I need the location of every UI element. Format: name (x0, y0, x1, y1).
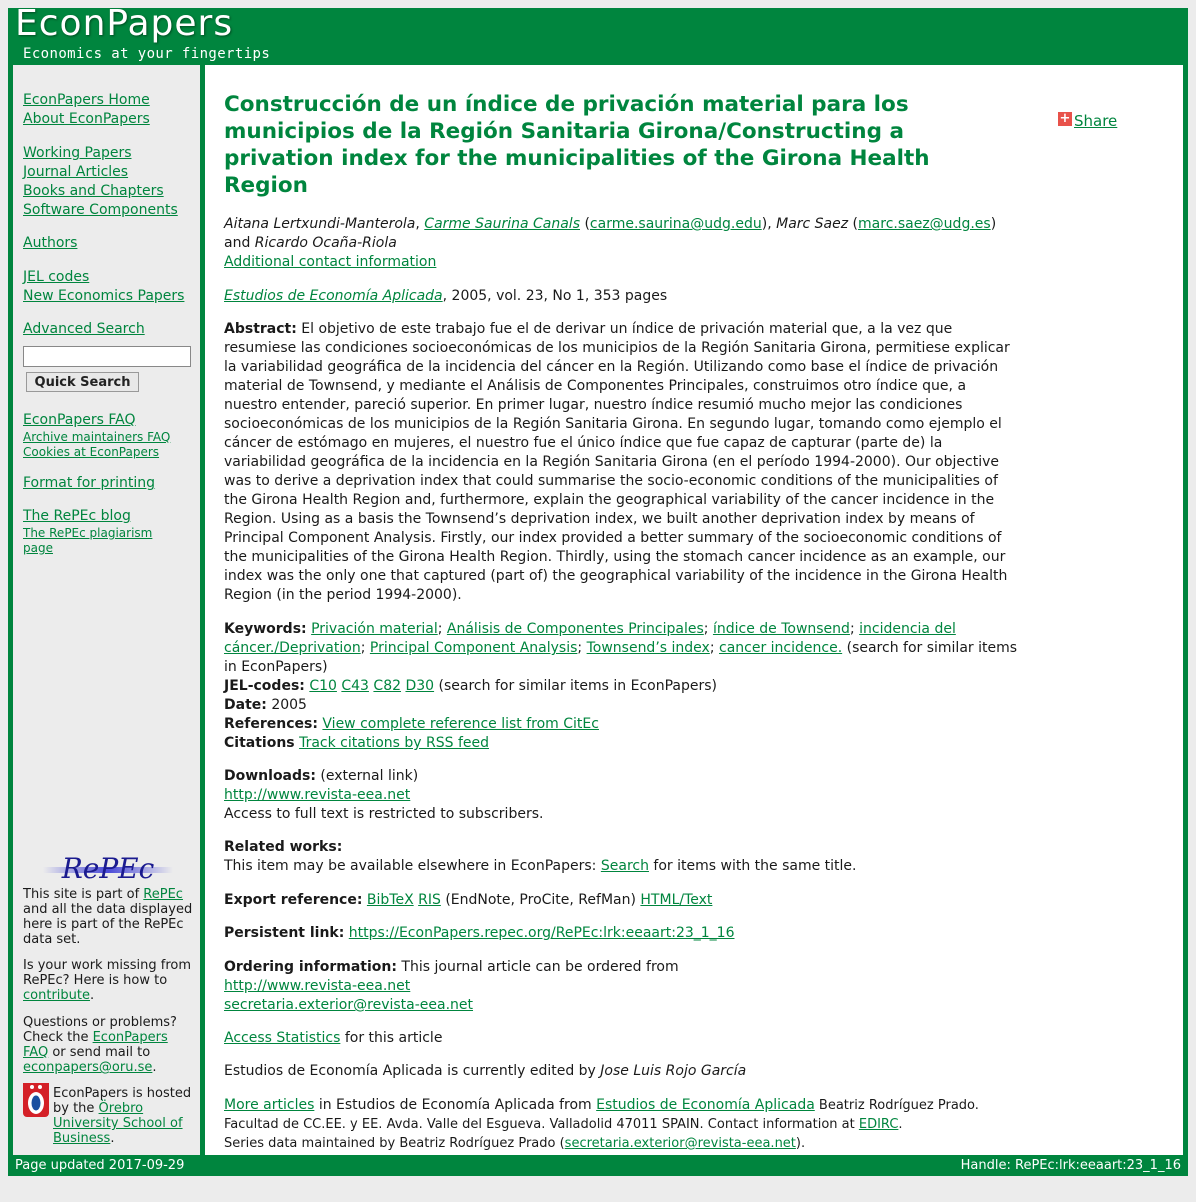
contact-info-link[interactable]: Additional contact information (224, 254, 437, 270)
date-value: 2005 (271, 697, 307, 713)
jel-label: JEL-codes: (224, 678, 305, 694)
keywords-tail: (search for similar items in EconPapers) (224, 640, 1018, 675)
nav-group-blog (23, 507, 198, 556)
nav-archive-maintainers-faq[interactable]: Archive maintainers FAQ (23, 430, 171, 444)
keyword-link[interactable]: Townsend’s index (586, 640, 710, 656)
nav-group-jel (23, 268, 198, 306)
nav-econpapers-home[interactable]: EconPapers Home (23, 92, 150, 108)
abstract-block (224, 320, 1020, 605)
editor-name: Jose Luis Rojo García (600, 1063, 747, 1079)
nav-books-chapters[interactable]: Books and Chapters (23, 183, 164, 199)
access-statistics-text: for this article (340, 1030, 443, 1046)
ordering-website-link[interactable]: http://www.revista-eea.net (224, 978, 411, 994)
export-html-link[interactable]: HTML/Text (640, 892, 713, 908)
related-works-post: for items with the same title. (648, 858, 857, 874)
nav-authors[interactable]: Authors (23, 235, 78, 251)
keyword-link[interactable]: Análisis de Componentes Principales (446, 621, 704, 637)
ordering-label: Ordering information: (224, 959, 397, 975)
repec-info-text: This site is part of (23, 887, 144, 902)
related-works-text: This item may be available elsewhere in EconPapers: (224, 858, 601, 874)
downloads-note: (external link) (320, 768, 419, 784)
site-tagline: Economics at your fingertips (23, 46, 271, 62)
nav-group-authors (23, 234, 198, 253)
nav-new-economics-papers[interactable]: New Economics Papers (23, 288, 185, 304)
nav-group-content (23, 144, 198, 220)
site-logo[interactable]: EconPapers (15, 3, 234, 44)
jel-code-link[interactable]: C43 (341, 678, 369, 694)
author-email-link[interactable]: carme.saurina@udg.edu (589, 216, 762, 232)
keywords-label: Keywords: (224, 621, 307, 637)
site-footer (8, 1157, 1188, 1176)
author-link[interactable]: Carme Saurina Canals (424, 216, 580, 232)
publisher-info-end: . (898, 1117, 903, 1132)
export-ris-link[interactable]: RIS (418, 892, 441, 908)
hosting-end: . (110, 1131, 115, 1146)
journal-link[interactable]: Estudios de Economía Aplicada (224, 288, 443, 304)
more-articles-link[interactable]: More articles (224, 1097, 315, 1113)
missing-work-text: Is your work missing from RePEc? Here is how to (23, 958, 192, 988)
questions-info (23, 1015, 193, 1075)
jel-code-link[interactable]: C82 (373, 678, 402, 694)
author-name: Ricardo Ocaña-Riola (254, 235, 397, 251)
nav-repec-plagiarism[interactable]: The RePEc plagiarism page (23, 526, 153, 555)
series-maintainer-text: Series data maintained by Beatriz Rodríguez Prado ( (224, 1136, 565, 1151)
more-articles-text: in Estudios de Economía Aplicada from (314, 1097, 597, 1113)
nav-repec-blog[interactable]: The RePEc blog (23, 508, 131, 524)
nav-group-format (23, 474, 198, 493)
page-frame (8, 3, 1188, 1176)
nav-advanced-search[interactable]: Advanced Search (23, 321, 145, 337)
ordering-info-block (224, 958, 1024, 1015)
related-works-block (224, 838, 1024, 876)
nav-cookies[interactable]: Cookies at EconPapers (23, 445, 160, 459)
sidebar (13, 65, 200, 1155)
references-link[interactable]: View complete reference list from CitEc (322, 716, 599, 732)
orebro-link[interactable]: Örebro University School of Business (53, 1101, 183, 1146)
abstract-label: Abstract: (224, 321, 297, 337)
citations-label: Citations (224, 735, 295, 751)
questions-end: . (152, 1060, 157, 1075)
repec-handle: Handle: RePEc:lrk:eeaart:23_1_16 (960, 1158, 1181, 1173)
download-link[interactable]: http://www.revista-eea.net (224, 787, 411, 803)
keyword-link[interactable]: incidencia del cáncer./Deprivation (224, 621, 956, 656)
plus-icon[interactable]: + (1059, 111, 1071, 126)
persistent-link-block (224, 924, 1024, 943)
journal-details: , 2005, vol. 23, No 1, 353 pages (442, 288, 668, 304)
author-name: Aitana Lertxundi-Manterola (224, 216, 416, 232)
questions-mid: or send mail to (48, 1045, 151, 1060)
nav-format-for-printing[interactable]: Format for printing (23, 475, 156, 491)
more-articles-block (224, 1096, 984, 1153)
edirc-link[interactable]: EDIRC (858, 1117, 899, 1132)
abstract-text: El objetivo de este trabajo fue el de derivar un índice de privación material que, a la vez que resumiese las condiciones socioeconómicas de los municipios de la Región Sanitaria Girona, permitiese explicar la variabilidad geográfica de la incidencia del cáncer en la Región. Utilizando como base el índice de privación material de Townsend, y mediante el Análisis de Componentes Principales, construimos otro índice que, a nuestro entender, pareció superior. En primer lugar, nuestro índice resumió mucho mejor las condiciones socioeconómicas de los municipios de la Región Sanitaria Girona. En segundo lugar, tomando como ejemplo el cáncer de estómago en mujeres, el nuestro fue el único índice que fue capaz de capturar (parte de) la variabilidad geográfica de la incidencia en la Región Sanitaria Girona (en el período 1994-2000). Our objective was to derive a deprivation index that could summarise the socio-economic conditions of the municipalities of the Girona Health Region and, furthermore, explain the geographical variability of the cancer incidence in the Region. Using as a basis the Townsend’s deprivation index, we built another deprivation index by means of Principal Component Analysis. Firstly, our index provided a better summary of the socioeconomic conditions of the municipalities of the Girona Health Region. Thirdly, using the stomach cancer incidence as an example, our index was the only one that captured (part of) the geographical variability of the incidence in the Girona Health Region (in the period 1994-2000). (224, 321, 1010, 603)
econpapers-mail-link[interactable]: econpapers@oru.se (23, 1060, 153, 1075)
persistent-link[interactable]: https://EconPapers.repec.org/RePEc:lrk:eeaart:23_1_16 (348, 925, 735, 941)
downloads-block (224, 767, 1024, 824)
series-maintainer-email[interactable]: secretaria.exterior@revista-eea.net (564, 1136, 796, 1151)
authors-block: Aitana Lertxundi-Manterola, Carme Saurina Canals (carme.saurina@udg.edu), Marc Saez (marc.saez@udg.es) and Ricardo Ocaña-Riola Additional contact information (224, 216, 997, 270)
editor-block (224, 1062, 1024, 1081)
keyword-link[interactable]: Principal Component Analysis (369, 640, 578, 656)
repec-info (23, 887, 193, 947)
nav-group-home (23, 91, 198, 129)
references-label: References: (224, 716, 318, 732)
questions-text: Questions or problems? Check the (23, 1015, 177, 1045)
share-control[interactable] (1058, 112, 1117, 130)
missing-work-end: . (89, 988, 95, 1003)
journal-series-link[interactable]: Estudios de Economía Aplicada (596, 1097, 815, 1113)
related-works-label: Related works: (224, 839, 343, 855)
author-email-link[interactable]: marc.saez@udg.es (858, 216, 991, 232)
share-link[interactable]: Share (1074, 112, 1118, 130)
keyword-link[interactable]: cancer incidence. (719, 640, 843, 656)
nav-software-components[interactable]: Software Components (23, 202, 178, 218)
publisher-info: Beatriz Rodríguez Prado. Facultad de CC.EE. y EE. Avda. Valle del Esgueva. Valladolid 47011 SPAIN. Contact information at (224, 1098, 979, 1132)
journal-info (224, 287, 1024, 306)
repec-logo-text: RePEc (61, 852, 155, 884)
ordering-text: This journal article can be ordered from (396, 959, 679, 975)
series-maintainer-end: ). (795, 1136, 806, 1151)
downloads-label: Downloads: (224, 768, 316, 784)
downloads-access-note: Access to full text is restricted to subscribers. (224, 806, 544, 822)
site-header (8, 3, 1188, 64)
ordering-email-link[interactable]: secretaria.exterior@revista-eea.net (224, 997, 474, 1013)
jel-tail: (search for similar items in EconPapers) (434, 678, 718, 694)
main-content (205, 65, 1183, 1155)
nav-group-search (23, 320, 198, 339)
repec-logo[interactable] (43, 850, 173, 884)
persistent-link-label: Persistent link: (224, 925, 345, 941)
export-formats-text: (EndNote, ProCite, RefMan) (440, 892, 641, 908)
nav-journal-articles[interactable]: Journal Articles (23, 164, 129, 180)
missing-work-info (23, 958, 193, 1003)
editor-text: Estudios de Economía Aplicada is currently edited by (224, 1063, 601, 1079)
hosting-text: EconPapers is hosted by the (53, 1086, 192, 1116)
jel-code-link[interactable]: D30 (405, 678, 435, 694)
quick-search-button[interactable]: Quick Search (26, 372, 139, 392)
article-title: Construcción de un índice de privación material para los municipios de la Región Sanitaria Girona/Constructing a privation index for the municipalities of the Girona Health Region (224, 92, 930, 198)
keyword-link[interactable]: índice de Townsend (712, 621, 850, 637)
nav-jel-codes[interactable]: JEL codes (23, 269, 90, 285)
date-label: Date: (224, 697, 267, 713)
nav-about-econpapers[interactable]: About EconPapers (23, 111, 150, 127)
faq-link[interactable]: EconPapers FAQ (23, 1030, 168, 1060)
jel-code-link[interactable]: C10 (309, 678, 337, 694)
page-updated-date: Page updated 2017-09-29 (15, 1158, 185, 1173)
quick-search-input[interactable] (23, 346, 191, 367)
export-reference-block (224, 891, 1024, 910)
nav-working-papers[interactable]: Working Papers (23, 145, 132, 161)
nav-econpapers-faq[interactable]: EconPapers FAQ (23, 412, 136, 428)
export-bibtex-link[interactable]: BibTeX (366, 892, 414, 908)
keyword-link[interactable]: Privación material (311, 621, 438, 637)
metadata-block: Keywords: Privación material; Análisis de Componentes Principales; índice de Townsend; incidencia del cáncer./Deprivation; Principal Component Analysis; Townsend’s index; cancer incidence. (search for similar items in EconPapers) JEL-codes: C10 C43 C82 D30 (search for similar items in EconPapers) Date: 2005 References: View complete reference list from CitEc Citations Track citations by RSS feed (224, 621, 1018, 751)
author-name: Marc Saez (776, 216, 849, 232)
access-statistics-link[interactable]: Access Statistics (224, 1030, 341, 1046)
nav-group-faq (23, 411, 198, 460)
repec-info-rest: and all the data displayed here is part of the RePEc data set. (23, 902, 193, 947)
hosting-info (23, 1086, 193, 1146)
contribute-link[interactable]: contribute (23, 988, 90, 1003)
citations-rss-link[interactable]: Track citations by RSS feed (299, 735, 489, 751)
hosting-text-wrap (23, 1086, 193, 1146)
access-statistics-block (224, 1029, 1024, 1048)
related-search-link[interactable]: Search (600, 858, 649, 874)
repec-link[interactable]: RePEc (143, 887, 183, 902)
export-label: Export reference: (224, 892, 363, 908)
